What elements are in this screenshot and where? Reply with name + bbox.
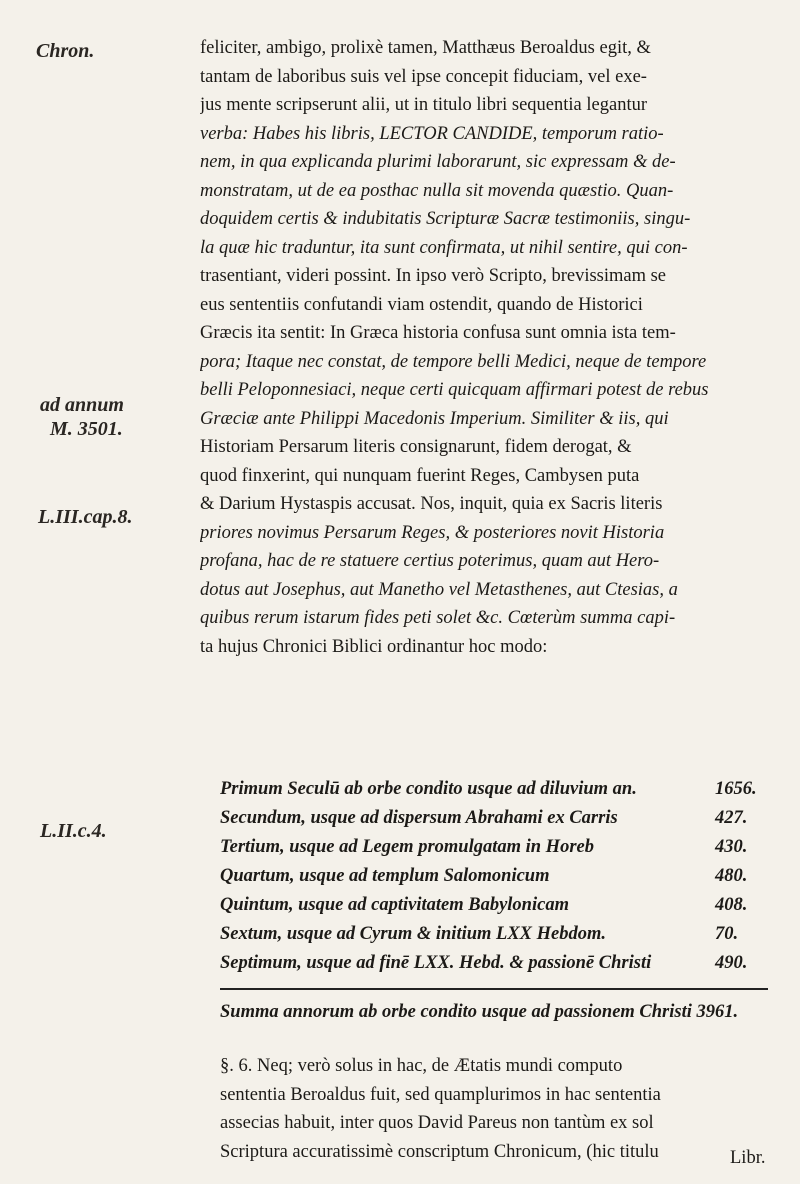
text-line: nem, in qua explicanda plurimi laborarunt, sic expressam & de- [200,152,676,172]
text-line: quibus rerum istarum fides peti solet &c. Cœterùm summa capi- [200,608,676,628]
sum-rule [220,988,768,990]
text-line: jus mente scripserunt alii, ut in titulo libri sequentia legantur [200,95,647,115]
margin-note-ref-2: L.II.c.4. [40,820,107,842]
text-line: assecias habuit, inter quos David Pareus non tantùm ex sol [220,1113,654,1133]
row-value: 427. [715,808,748,828]
text-line: dotus aut Josephus, aut Manetho vel Metasthenes, aut Ctesias, a [200,579,678,600]
table-row [220,775,775,804]
text-line: eus sententiis confutandi viam ostendit, quando de Historici [200,294,643,315]
table-row [220,862,775,891]
text-line: sententia Beroaldus fuit, sed quamplurimos in hac sententia [220,1084,661,1105]
row-label: Primum Seculū ab orbe condito usque ad diluvium an. [220,779,637,799]
text-line: Historiam Persarum literis consignarunt, fidem derogat, & [200,437,632,457]
text-line: Græcis ita sentit: In Græca historia confusa sunt omnia ista tem- [200,323,676,343]
margin-note-annum: ad annum [40,394,124,416]
text-line: ta hujus Chronici Biblici ordinantur hoc modo: [200,636,548,657]
row-value: 1656. [715,779,757,799]
text-line: quod finxerint, qui nunquam fuerint Reges, Cambysen puta [200,465,640,486]
text-line: la quæ hic traduntur, ita sunt confirmata, ut nihil sentire, qui con- [200,237,688,258]
row-value: 480. [715,866,748,886]
row-label: Quartum, usque ad templum Salomonicum [220,866,550,886]
chronology-table [220,775,775,978]
row-label: Tertium, usque ad Legem promulgatam in Horeb [220,837,594,857]
summa-line: Summa annorum ab orbe condito usque ad passionem Christi 3961. [220,1002,739,1022]
row-value: 430. [715,837,748,857]
row-value: 70. [715,924,739,944]
text-line: profana, hac de re statuere certius poterimus, quam aut Hero- [200,551,660,571]
row-value: 408. [715,895,748,915]
text-line: doquidem certis & indubitatis Scripturæ Sacræ testimoniis, singu- [200,209,691,229]
running-head: Chron. [36,40,95,62]
text-line: verba: Habes his libris, LECTOR CANDIDE, temporum ratio- [200,123,664,144]
catchword: Libr. [730,1148,766,1168]
row-label: Quintum, usque ad captivitatem Babylonicam [220,895,569,915]
main-text [200,34,775,661]
margin-note-year: M. 3501. [50,418,123,440]
table-row [220,804,775,833]
table-row [220,949,775,978]
text-line: belli Peloponnesiaci, neque certi quicquam affirmari potest de rebus [200,380,709,400]
text-line: pora; Itaque nec constat, de tempore belli Medici, neque de tempore [200,351,707,372]
text-line: §. 6. Neq; verò solus in hac, de Ætatis mundi computo [220,1056,623,1076]
text-line: Scriptura accuratissimè conscriptum Chronicum, (hic titulu [220,1141,659,1162]
text-line: feliciter, ambigo, prolixè tamen, Matthæus Beroaldus egit, & [200,38,651,58]
table-row [220,833,775,862]
text-line: tantam de laboribus suis vel ipse concepit fiduciam, vel exe- [200,66,647,87]
table-row [220,920,775,949]
text-line: priores novimus Persarum Reges, & posteriores novit Historia [200,522,665,543]
text-line: & Darium Hystaspis accusat. Nos, inquit, quia ex Sacris literis [200,494,663,514]
row-label: Sextum, usque ad Cyrum & initium LXX Hebdom. [220,924,606,944]
row-label: Septimum, usque ad finē LXX. Hebd. & passionē Christi [220,953,652,973]
row-label: Secundum, usque ad dispersum Abrahami ex Carris [220,808,618,828]
row-value: 490. [715,953,748,973]
section-paragraph [220,1052,775,1166]
table-row [220,891,775,920]
text-line: Græciæ ante Philippi Macedonis Imperium. Similiter & iis, qui [200,408,669,429]
text-line: trasentiant, videri possint. In ipso verò Scripto, brevissimam se [200,266,667,286]
margin-note-ref-1: L.III.cap.8. [38,506,133,528]
text-line: monstratam, ut de ea posthac nulla sit movenda quæstio. Quan- [200,180,674,201]
